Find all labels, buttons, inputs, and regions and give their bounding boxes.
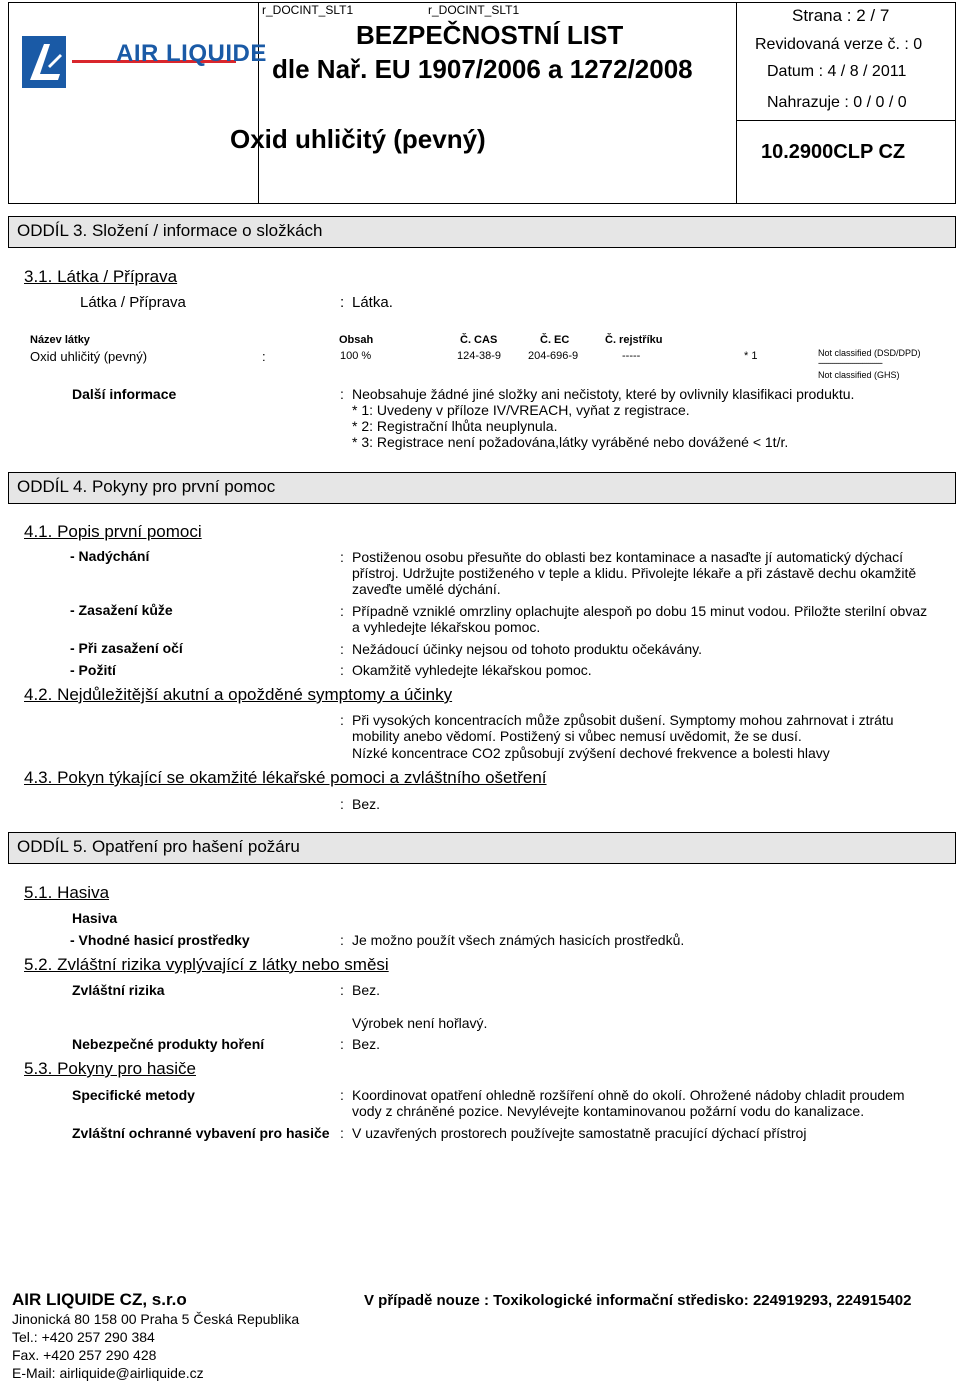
inhalation-line: zaveďte umělé dýchání.	[352, 581, 501, 597]
section-5-title: ODDÍL 5. Opatření pro hašení požáru	[17, 837, 300, 856]
substance-value: Látka.	[352, 294, 393, 311]
product-code: 10.2900CLP CZ	[761, 141, 906, 163]
header-divider-right-h	[736, 120, 956, 121]
substance-colon: :	[340, 294, 345, 311]
header-divider-right	[736, 2, 737, 204]
row-ec: 204-696-9	[528, 350, 579, 362]
special-risks-value: Bez.	[352, 982, 381, 998]
protective-equipment-label: Zvláštní ochranné vybavení pro hasiče	[72, 1125, 330, 1141]
section-4-header	[8, 472, 956, 504]
symptoms-colon: :	[340, 712, 344, 728]
ingestion-value: Okamžitě vyhledejte lékařskou pomoc.	[352, 662, 592, 678]
other-info-line: Neobsahuje žádné jiné složky ani nečistoty, které by ovlivnily klasifikaci produktu.	[352, 386, 855, 402]
subsection-5-3: 5.3. Pokyny pro hasiče	[24, 1059, 196, 1078]
skin-contact-label: - Zasažení kůže	[70, 602, 173, 618]
subsection-5-1: 5.1. Hasiva	[24, 883, 110, 902]
col-header-index: Č. rejstříku	[605, 334, 663, 346]
document-title: BEZPEČNOSTNÍ LIST	[356, 20, 624, 50]
suitable-media-colon: :	[340, 932, 344, 948]
special-risks-label: Zvláštní rizika	[72, 982, 165, 998]
regulation-subtitle: dle Nař. EU 1907/2006 a 1272/2008	[272, 54, 693, 84]
substance-label: Látka / Příprava	[80, 294, 186, 311]
suitable-media-label: - Vhodné hasicí prostředky	[70, 932, 250, 948]
ingestion-colon: :	[340, 662, 344, 678]
eye-contact-value: Nežádoucí účinky nejsou od tohoto produktu očekávány.	[352, 641, 702, 657]
header-divider-left	[258, 2, 259, 204]
special-risks-colon: :	[340, 982, 344, 998]
symptoms-line: Při vysokých koncentracích může způsobit dušení. Symptomy mohou zahrnovat i ztrátu	[352, 712, 894, 728]
ingestion-label: - Požití	[70, 662, 116, 678]
revision-version: Revidovaná verze č. : 0	[755, 36, 923, 53]
eye-contact-colon: :	[340, 641, 344, 657]
inhalation-line: Postiženou osobu přesuňte do oblasti bez kontaminace a nasaďte jí automatický dýchací	[352, 549, 904, 565]
other-info-line: * 2: Registrační lhůta neuplynula.	[352, 418, 558, 434]
row-substance-name: Oxid uhličitý (pevný)	[30, 349, 148, 364]
col-header-cas: Č. CAS	[460, 334, 498, 346]
footer-address: Jinonická 80 158 00 Praha 5 Česká Republika	[12, 1311, 300, 1327]
col-header-content: Obsah	[339, 334, 374, 346]
specific-methods-line: Koordinovat opatření ohledně rozšíření ohně do okolí. Ohrožené nádoby chladit proudem	[352, 1087, 905, 1103]
col-header-name: Název látky	[30, 334, 90, 346]
suitable-media-value: Je možno použít všech známých hasicích prostředků.	[352, 932, 685, 948]
subsection-4-3: 4.3. Pokyn týkající se okamžité lékařské pomoci a zvláštního ošetření	[24, 768, 547, 787]
row-index: -----	[622, 350, 641, 362]
protective-equipment-colon: :	[340, 1125, 344, 1141]
row-classification-dsd: Not classified (DSD/DPD)	[818, 348, 921, 358]
combustion-products-value: Bez.	[352, 1036, 381, 1052]
skin-contact-line: a vyhledejte lékařskou pomoc.	[352, 619, 541, 635]
section-5-header	[8, 832, 956, 864]
revision-date: Datum : 4 / 8 / 2011	[767, 63, 907, 80]
inhalation-label: - Nadýchání	[70, 548, 150, 564]
other-info-colon: :	[340, 386, 344, 402]
footer-email: E-Mail: airliquide@airliquide.cz	[12, 1365, 204, 1381]
row-classification-separator: --------------------------------	[818, 358, 882, 368]
treatment-colon: :	[340, 796, 344, 812]
subsection-5-2: 5.2. Zvláštní rizika vyplývající z látky nebo směsi	[24, 955, 389, 974]
doc-id-1: r_DOCINT_SLT1	[262, 3, 354, 17]
doc-id-2: r_DOCINT_SLT1	[428, 3, 520, 17]
specific-methods-colon: :	[340, 1087, 344, 1103]
subsection-4-1: 4.1. Popis první pomoci	[24, 522, 202, 541]
other-info-line: * 3: Registrace není požadována,látky vyráběné nebo dovážené < 1t/r.	[352, 434, 789, 450]
section-4-title: ODDÍL 4. Pokyny pro první pomoc	[17, 477, 276, 496]
inhalation-colon: :	[340, 549, 344, 565]
product-name: Oxid uhličitý (pevný)	[230, 124, 486, 154]
col-header-ec: Č. EC	[540, 334, 570, 346]
row-classification-ghs: Not classified (GHS)	[818, 370, 900, 380]
combustion-products-label: Nebezpečné produkty hoření	[72, 1036, 265, 1052]
replaces-date: Nahrazuje : 0 / 0 / 0	[767, 94, 907, 111]
protective-equipment-value: V uzavřených prostorech používejte samostatně pracující dýchací přístroj	[352, 1125, 807, 1141]
footer-tel: Tel.: +420 257 290 384	[12, 1329, 155, 1345]
other-info-line: * 1: Uvedeny v příloze IV/VREACH, vyňat z registrace.	[352, 402, 690, 418]
subsection-3-1: 3.1. Látka / Příprava	[24, 267, 178, 286]
logo-text: AIR LIQUIDE	[116, 40, 267, 67]
row-content: 100 %	[340, 350, 372, 362]
row-note: * 1	[744, 350, 758, 362]
combustion-products-colon: :	[340, 1036, 344, 1052]
symptoms-line: Nízké koncentrace CO2 způsobují zvýšení dechové frekvence a bolesti hlavy	[352, 745, 830, 761]
specific-methods-line: vody z chráněné pozice. Nevylévejte kontaminovanou požární vodu do kanalizace.	[352, 1103, 865, 1119]
footer-emergency: V případě nouze : Toxikologické informační středisko: 224919293, 224915402	[364, 1292, 912, 1309]
row-cas: 124-38-9	[457, 350, 502, 362]
specific-methods-label: Specifické metody	[72, 1087, 195, 1103]
footer-company: AIR LIQUIDE CZ, s.r.o	[12, 1290, 187, 1309]
treatment-value: Bez.	[352, 796, 381, 812]
skin-contact-line: Případně vzniklé omrzliny oplachujte alespoň po dobu 15 minut vodou. Přiložte sterilní obvaz	[352, 603, 928, 619]
symptoms-line: mobility anebo vědomí. Postižený si vůbec nemusí uvědomit, že se dusí.	[352, 728, 802, 744]
other-info-label: Další informace	[72, 386, 177, 402]
row-colon: :	[262, 349, 266, 364]
section-3-title: ODDÍL 3. Složení / informace o složkách	[17, 221, 323, 240]
subsection-4-2: 4.2. Nejdůležitější akutní a opožděné symptomy a účinky	[24, 685, 453, 704]
section-3-header	[8, 216, 956, 248]
footer-fax: Fax. +420 257 290 428	[12, 1347, 157, 1363]
air-liquide-logo	[20, 30, 267, 94]
extinguishing-heading: Hasiva	[72, 910, 118, 926]
page-number: Strana : 2 / 7	[792, 6, 890, 25]
skin-contact-colon: :	[340, 603, 344, 619]
special-risks-note: Výrobek není hořlavý.	[352, 1015, 488, 1031]
eye-contact-label: - Při zasažení očí	[70, 640, 183, 656]
inhalation-line: přístroj. Udržujte postiženého v teple a klidu. Přivolejte lékaře a při zástavě dechu okamžitě	[352, 565, 917, 581]
